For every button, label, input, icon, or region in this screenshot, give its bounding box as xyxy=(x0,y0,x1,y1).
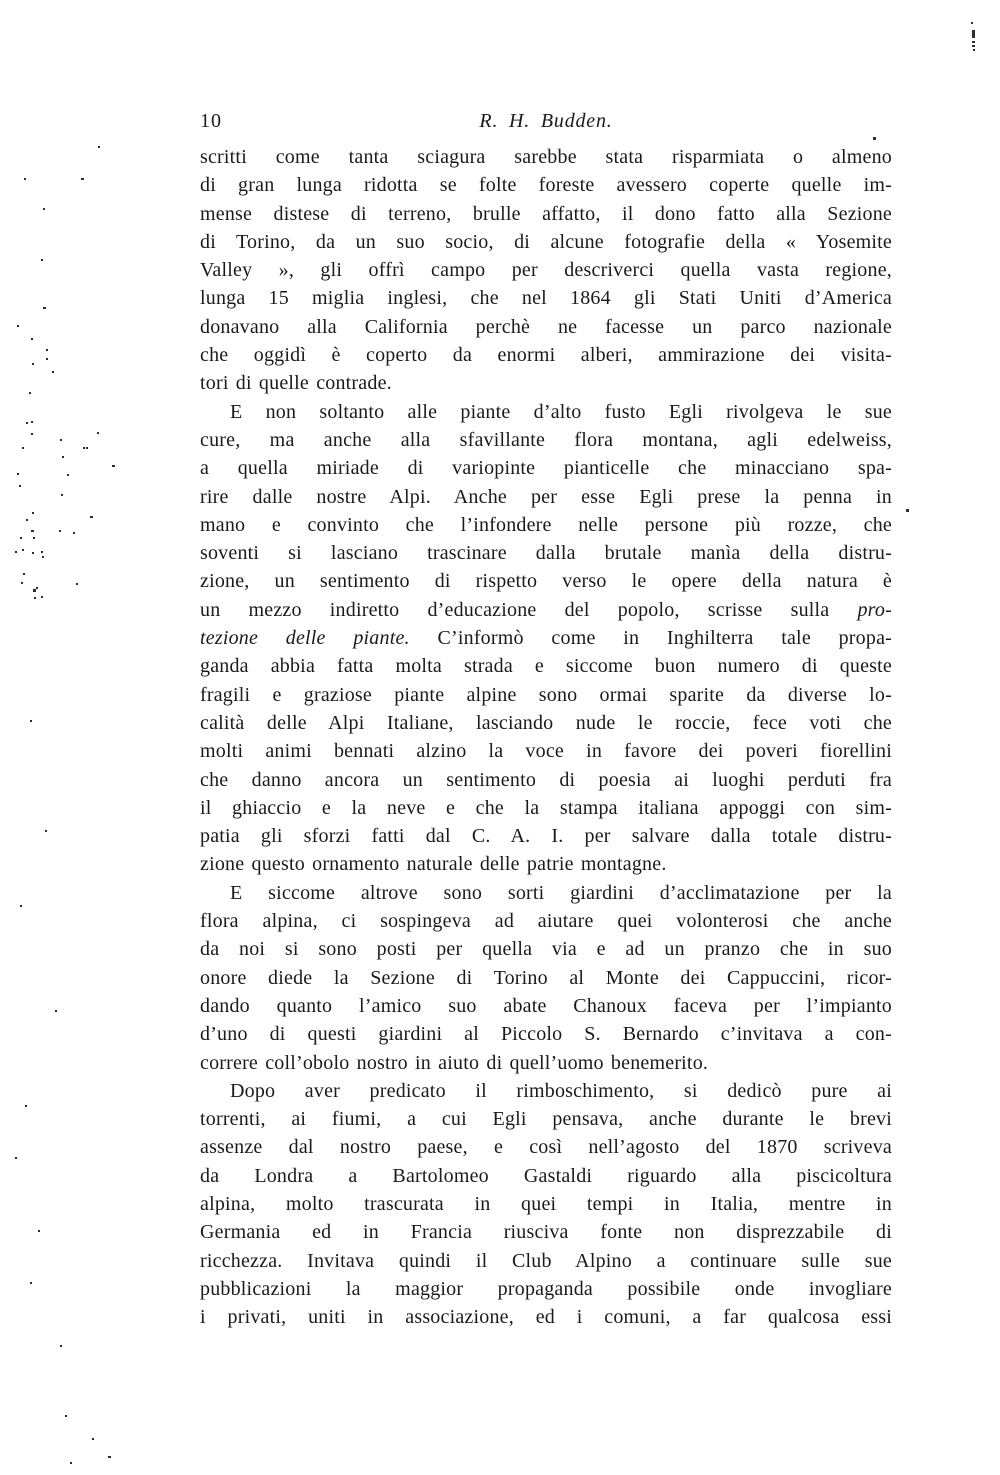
scan-speck xyxy=(43,307,46,309)
scan-speck xyxy=(108,1456,111,1458)
text-run: mano e convinto che l’infondere nelle persone più rozze, che xyxy=(200,513,892,536)
text-line xyxy=(200,1049,892,1077)
scan-speck xyxy=(67,474,69,476)
text-line xyxy=(200,737,892,765)
text-run: E siccome altrove sono sorti giardini d’acclimatazione per la xyxy=(230,881,892,904)
scan-speck xyxy=(41,259,43,261)
scan-speck xyxy=(76,583,78,585)
scan-speck xyxy=(83,447,85,449)
text-line xyxy=(200,1162,892,1190)
text-line xyxy=(200,228,892,256)
text-line xyxy=(200,313,892,341)
scan-speck xyxy=(972,30,975,38)
text-run: i privati, uniti in associazione, ed i comuni, a far qualcosa essi xyxy=(200,1306,892,1329)
text-run: che danno ancora un sentimento di poesia ai luoghi perduti fra xyxy=(200,768,892,791)
text-run: pubblicazioni la maggior propaganda possibile onde invogliare xyxy=(200,1277,892,1300)
text-run: il ghiaccio e la neve e che la stampa italiana appoggi con sim- xyxy=(200,796,892,819)
scan-speck xyxy=(60,1345,62,1347)
text-run: da Londra a Bartolomeo Gastaldi riguardo alla piscicoltura xyxy=(200,1164,892,1187)
scan-speck xyxy=(31,433,33,435)
text-line xyxy=(200,1190,892,1218)
text-line xyxy=(200,454,892,482)
text-line xyxy=(200,624,892,652)
text-body xyxy=(200,143,892,1331)
text-run: dando quanto l’amico suo abate Chanoux faceva per l’impianto xyxy=(200,994,892,1017)
scan-speck xyxy=(97,432,99,434)
text-line xyxy=(200,822,892,850)
scan-speck xyxy=(41,551,43,553)
text-line xyxy=(200,794,892,822)
scan-speck xyxy=(65,1415,67,1417)
italic-text-run: pro- xyxy=(857,598,892,621)
text-line xyxy=(200,256,892,284)
scan-speck xyxy=(52,371,54,373)
text-line xyxy=(200,483,892,511)
text-run: Valley », gli offrì campo per descriverci quella vasta regione, xyxy=(200,259,892,282)
scan-speck xyxy=(30,1282,32,1284)
scan-speck xyxy=(17,473,19,475)
scan-speck xyxy=(906,509,909,512)
text-line xyxy=(200,709,892,737)
italic-text-run: tezione delle piante. xyxy=(200,627,410,650)
scan-speck xyxy=(34,597,36,599)
text-run: calità delle Alpi Italiane, lasciando nude le roccie, fece voti che xyxy=(200,711,892,734)
text-line xyxy=(200,850,892,878)
scan-speck xyxy=(43,208,45,210)
scan-speck xyxy=(55,1010,57,1012)
scan-speck xyxy=(15,1157,17,1159)
text-run: rire dalle nostre Alpi. Anche per esse Egli prese la penna in xyxy=(200,485,892,508)
scan-speck xyxy=(26,519,28,521)
text-line xyxy=(200,171,892,199)
scan-speck xyxy=(21,582,23,584)
text-line xyxy=(200,539,892,567)
text-run: mense distese di terreno, brulle affatto, il dono fatto alla Sezione xyxy=(200,202,892,225)
text-run: donavano alla California perchè ne facesse un parco nazionale xyxy=(200,315,892,338)
text-run: cure, ma anche alla sfavillante flora montana, agli edelweiss, xyxy=(200,428,892,451)
scan-speck xyxy=(972,45,975,47)
text-line xyxy=(200,1133,892,1161)
scan-speck xyxy=(33,537,35,539)
text-run: di gran lunga ridotta se folte foreste avessero coperte quelle im- xyxy=(200,174,892,197)
scan-speck xyxy=(32,363,34,365)
text-run: lunga 15 miglia inglesi, che nel 1864 gli Stati Uniti d’America xyxy=(200,287,892,310)
text-run: zione questo ornamento naturale delle patrie montagne. xyxy=(200,853,667,876)
scan-speck xyxy=(70,1462,72,1464)
scan-speck xyxy=(31,338,33,340)
text-line xyxy=(200,398,892,426)
scan-speck xyxy=(973,49,975,51)
text-run: torrenti, ai fiumi, a cui Egli pensava, anche durante le brevi xyxy=(200,1108,892,1131)
scan-speck xyxy=(22,447,24,449)
scan-speck xyxy=(46,358,48,360)
scan-speck xyxy=(31,421,33,423)
scan-speck xyxy=(90,516,93,518)
scan-speck xyxy=(22,549,24,551)
scan-speck xyxy=(20,905,22,907)
scan-speck xyxy=(60,439,62,441)
running-header: R. H. Budden. xyxy=(479,110,613,132)
text-line xyxy=(200,935,892,963)
scan-speck xyxy=(19,485,21,487)
scan-speck xyxy=(92,1438,94,1440)
text-run: a quella miriade di variopinte pianticelle che minacciano spa- xyxy=(200,457,892,480)
text-run: soventi si lasciano trascinare dalla brutale manìa della distru- xyxy=(200,542,892,565)
text-line xyxy=(200,143,892,171)
text-line xyxy=(200,1218,892,1246)
text-run: C’informò come in Inghilterra tale propa- xyxy=(409,627,892,650)
text-run: alpina, molto trascurata in quei tempi in Italia, mentre in xyxy=(200,1192,892,1215)
scan-speck xyxy=(62,456,64,458)
scan-speck xyxy=(25,1105,27,1107)
text-line xyxy=(200,1275,892,1303)
scan-speck xyxy=(46,349,48,351)
scan-speck xyxy=(33,589,36,592)
text-line xyxy=(200,341,892,369)
text-run: correre coll’obolo nostro in aiuto di quell’uomo benemerito. xyxy=(200,1051,709,1074)
text-run: ricchezza. Invitava quindi il Club Alpino a continuare sulle sue xyxy=(200,1249,892,1272)
scan-speck xyxy=(73,532,75,534)
scan-speck xyxy=(31,530,34,532)
scan-speck xyxy=(23,573,25,575)
scan-speck xyxy=(86,447,88,449)
scan-speck xyxy=(61,494,63,496)
text-line xyxy=(200,1105,892,1133)
scan-speck xyxy=(42,556,44,558)
text-run: molti animi bennati alzino la voce in favore dei poveri fiorellini xyxy=(200,740,892,763)
text-run: d’uno di questi giardini al Piccolo S. Bernardo c’invitava a con- xyxy=(200,1023,892,1046)
scan-speck xyxy=(971,22,973,24)
text-line xyxy=(200,200,892,228)
page-header xyxy=(200,110,892,136)
text-run: che oggidì è coperto da enormi alberi, ammirazione dei visita- xyxy=(200,344,892,367)
text-line xyxy=(200,766,892,794)
scan-speck xyxy=(873,137,876,140)
scan-speck xyxy=(41,596,43,598)
text-line xyxy=(200,907,892,935)
text-run: assenze dal nostro paese, e così nell’agosto del 1870 scriveva xyxy=(200,1136,892,1159)
text-line xyxy=(200,596,892,624)
text-line xyxy=(200,992,892,1020)
scan-speck xyxy=(81,178,84,180)
text-line xyxy=(200,964,892,992)
text-line xyxy=(200,652,892,680)
text-line xyxy=(200,1303,892,1331)
scan-speck xyxy=(26,422,28,424)
scan-speck xyxy=(17,325,19,327)
scan-speck xyxy=(59,530,61,532)
scan-speck xyxy=(32,512,34,514)
text-run: E non soltanto alle piante d’alto fusto Egli rivolgeva le sue xyxy=(230,400,892,423)
scan-speck xyxy=(36,587,38,589)
scan-speck xyxy=(30,720,32,722)
text-run: onore diede la Sezione di Torino al Monte dei Cappuccini, ricor- xyxy=(200,966,892,989)
text-line xyxy=(200,1247,892,1275)
text-run: scritti come tanta sciagura sarebbe stata risparmiata o almeno xyxy=(200,146,892,168)
text-run: zione, un sentimento di rispetto verso le opere della natura è xyxy=(200,570,892,593)
scan-speck xyxy=(32,552,34,554)
text-run: di Torino, da un suo socio, di alcune fotografie della « Yosemite xyxy=(200,230,892,253)
text-line xyxy=(200,1020,892,1048)
text-run: da noi si sono posti per quella via e ad un pranzo che in suo xyxy=(200,938,892,961)
text-line xyxy=(200,284,892,312)
scan-speck xyxy=(29,392,31,394)
text-line xyxy=(200,511,892,539)
scan-speck xyxy=(98,146,100,148)
scan-speck xyxy=(972,41,975,43)
text-run: un mezzo indiretto d’educazione del popolo, scrisse sulla xyxy=(200,598,858,621)
text-run: ganda abbia fatta molta strada e siccome buon numero di queste xyxy=(200,655,892,678)
text-run: patia gli sforzi fatti dal C. A. I. per salvare dalla totale distru- xyxy=(200,825,892,848)
scan-speck xyxy=(15,551,17,553)
text-run: Dopo aver predicato il rimboschimento, si dedicò pure ai xyxy=(230,1079,892,1102)
scan-speck xyxy=(20,537,22,539)
scan-speck xyxy=(38,1230,40,1232)
scan-speck xyxy=(45,830,47,832)
text-line xyxy=(200,879,892,907)
text-run: flora alpina, ci sospingeva ad aiutare quei volonterosi che anche xyxy=(200,910,892,933)
text-line xyxy=(200,426,892,454)
text-run: Germania ed in Francia riusciva fonte non disprezzabile di xyxy=(200,1221,892,1244)
text-line xyxy=(200,567,892,595)
scan-speck xyxy=(112,465,115,467)
text-run: tori di quelle contrade. xyxy=(200,372,392,395)
text-line xyxy=(200,369,892,397)
text-line xyxy=(200,1077,892,1105)
text-run: fragili e graziose piante alpine sono ormai sparite da diverse lo- xyxy=(200,683,892,706)
text-line xyxy=(200,681,892,709)
page-number: 10 xyxy=(200,110,222,132)
scan-speck xyxy=(24,178,26,180)
